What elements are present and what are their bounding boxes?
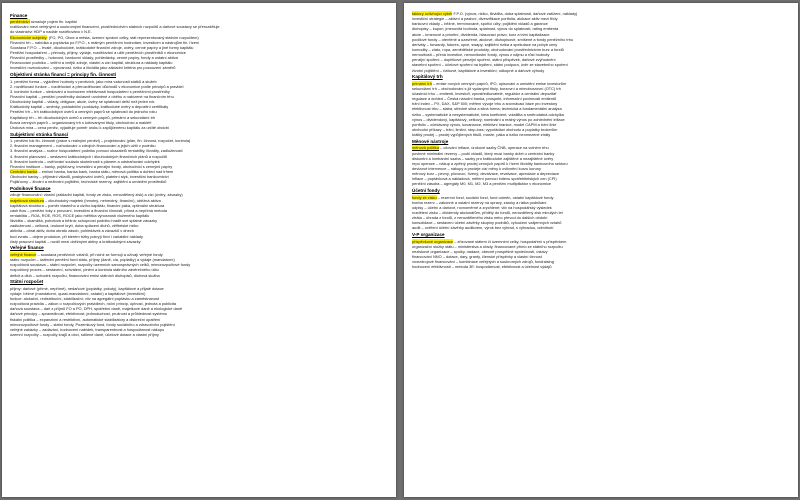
highlighted-term: měnová politika	[412, 145, 440, 151]
text-line: repo operace – nákup a zpětný prodej cenných papírů k řízení likvidity bankovního sektoru	[412, 160, 568, 166]
text-line: Soustava F.P.O. – trvalé, dlouhodobé, krátkodobé finanční zdroje, úvěry, cenné papíry a jiné formy kapitálu	[10, 44, 194, 50]
highlighted-term: Ekonomické subjekty	[10, 34, 47, 40]
text-line: neziskové organizace – spolky, nadace, obecně prospěšné společnosti, ústavy	[412, 249, 548, 254]
text-line: příspěvkové organizace – zřizované státem či územními celky, hospodaření s příspěvkem	[412, 238, 567, 244]
text-line: sekundární trh – obchodování s již vydanými tituly, burzovní a mimoburzovní (OTC) trh	[412, 85, 561, 91]
text-line: vícezdrojové financování – kombinace veřejných a soukromých zdrojů, fundraising	[412, 259, 554, 265]
text-line: diskontní a lombardní sazba – sazby pro krátkodobé zajištěné a nezajištěné úvěry	[412, 155, 554, 161]
text-line: devizové intervence – nákupy a prodeje cizí měny k ovlivnění kurzu koruny	[412, 165, 541, 171]
text-line: rozlišování mezi veřejnými a soukromými financemi, prostředníctvím státních rozpočtů a daňové soustavy se přerozděluje	[10, 24, 220, 30]
text-line: 3. kontrolní funkce – sledování a hodnocení efektivnosti hospodaření s peněžními prostředky	[10, 88, 170, 94]
text-line: Investiční rozhodování – výnosnost, riziko a likvidita jako základní kritéria pro posouzení záměrů	[10, 65, 176, 71]
text-line: nemovitosti – přímá investice, nemovitostní fondy, výnos z nájmu a růst hodnoty	[412, 52, 550, 58]
text-line: 2. rozdělovací funkce – rozdělování a přerozdělování důchodů v ekonomice podle principů a pravidel	[10, 83, 184, 89]
section-heading: Státní rozpočet	[10, 279, 44, 285]
section-heading: Účetní fondy	[412, 188, 440, 194]
highlighted-term: majetková struktura	[10, 197, 44, 203]
text-line: územní rozpočty – rozpočty krajů a obcí, sdílené daně, účelové dotace a vlastní příjmy	[10, 332, 159, 338]
highlighted-term: primární trh	[412, 80, 432, 86]
text-line: 1. peněžní forma – vyjádření hodnoty v penězích, jako míra vzácnosti statků a služeb	[10, 78, 157, 84]
text-line: povinné minimální rezervy – podíl vkladů, který musí banky držet u centrální banky	[412, 150, 555, 156]
text-line: odpisy – účetní a daňové, rovnoměrné a zrychlené; vliv na hospodářský výsledek	[412, 204, 552, 210]
text-line: stavební spoření – účelové spoření na bydlení, státní podpora, úvěr ze stavebního spoření	[412, 62, 568, 68]
text-line: Peněžní trh – trh krátkodobých úvěrů a cenných papírů se splatností do jednoho roku	[10, 109, 157, 115]
text-line: příjmy: daňové (přímé, nepřímé), nedaňové (poplatky, pokuty), kapitálové a přijaté dotace	[10, 285, 164, 291]
highlighted-term: fondy ze zisku	[412, 194, 437, 200]
text-line: 3. finanční analýza – rozbor hospodaření podniku pomocí ukazatelů rentability, likvidity, zadluženosti	[10, 148, 183, 154]
text-line: daňová soustava – daň z příjmů FO a PO, DPH, spotřební daně, majetkové daně a ekologické daně	[10, 306, 183, 312]
text-line: Peněžní hospodaření – převody, příjmy, výdaje, rozdělování a užití peněžních prostředků v ekonomice	[10, 49, 186, 55]
text-line: bankovní vklady – běžné, termínované, spořicí účty; pojištění vkladů a garance	[412, 21, 548, 27]
text-line: organizační složky státu – ministerstva a úřady, financované přímo ze státního rozpočtu	[412, 243, 563, 249]
text-line: podílové fondy – otevřené a uzavřené, akciové, dluhopisové, smíšené a fondy peněžního trhu	[412, 36, 574, 42]
section-heading: Finance	[10, 12, 28, 18]
page-right[interactable]	[404, 3, 798, 497]
text-line: 1. peněžní tok fin. činností (práce s reálnými penězi) – projektování (plán, fin. činnost, rozpočet, kontrola)	[10, 138, 191, 144]
text-line: Pojišťovny – životní a neživotní pojištění, technické rezervy, zajištění a umístění prostředků	[10, 179, 167, 185]
text-line: Financování podniku – vnitřní a vnější zdroje, vlastní a cizí kapitál, struktura a náklady kapitálu	[10, 60, 173, 66]
page-right-content	[404, 3, 798, 270]
text-line: primární trh – emise nových cenných papírů, IPO, upisování a umístění emise investorům	[412, 80, 567, 86]
text-line: komodity – zlato, ropa, zemědělské produkty; obchodování prostřednictvím burz a fondů	[412, 46, 564, 52]
text-line: Krátkodobý kapitál – směnky, pokladniční poukázky, krátkodobé úvěry a depozitní certifikáty	[10, 104, 169, 110]
section-heading: V-P organizace	[412, 232, 445, 238]
section-heading: Subjektivní stránka financí	[10, 131, 69, 137]
text-line: penzijní spoření – doplňkové penzijní spoření, státní příspěvek, daňové zvýhodnění	[412, 57, 556, 63]
text-line: 4. finanční plánování – sestavení krátkodobých i dlouhodobých finančních plánů a rozpočtů	[10, 153, 168, 159]
text-line: ztráta – úhrada z fondů, z nerozděleného zisku nebo převod do dalších období	[412, 215, 548, 221]
text-line: tržní index – PX, DAX, S&P 500; měření vývoje trhu a srovnávací báze pro investory	[412, 101, 558, 107]
text-line: audit – ověření účetní závěrky auditorem, výrok bez výhrad, s výhradou, odmítnutí	[412, 225, 554, 231]
text-line: investiční strategie – aktivní a pasivní, diverzifikace portfolia, alokace aktiv mezi třídy	[412, 16, 558, 22]
section-heading: Veřejné finance	[10, 245, 44, 251]
text-line: financování NNO – dotace, dary, granty, členské příspěvky a vlastní činnost	[412, 254, 542, 260]
text-line: obchodní příkazy – tržní, limitní, stop-loss; vypořádání obchodu a poplatky brokerům	[412, 127, 558, 133]
text-line: rozpočtový proces – sestavení, schválení, plnění a kontrola státního závěrečného účtu	[10, 267, 159, 273]
text-line: riziko – systematické a nesystematické, beta koeficient, volatilita a směrodatná odchylka	[412, 111, 564, 117]
text-line: bod zvratu – objem produkce, při kterém tržby pokryjí fixní i variabilní náklady	[10, 233, 143, 239]
text-line: dluhopisy – kupon, jmenovitá hodnota, splatnost, výnos do splatnosti, rating emitenta	[412, 26, 559, 32]
text-line: konsolidace – sestavení účetní závěrky skupiny podniků, vyloučení vzájemných vztahů	[412, 220, 562, 226]
text-line: efektivnost trhu – slabá, středně silná a silná forma; technická a fundamentální analýza	[412, 106, 562, 112]
text-line: daňové principy – spravedlnost, efektivnost, jednoduchost, pružnost a průhlednost systému	[10, 311, 168, 317]
text-line: účastníci trhu – emitenti, investoři, zprostředkovatelé, regulátor a centrální depozitář	[412, 91, 557, 97]
text-line: Centrální banka – emisní banka, banka bank, banka státu, měnová politika a dohled nad trhem	[10, 168, 174, 174]
text-line: výnos – dividendový, kapitálový, celkový; nominální a reálný výnos po zohlednění inflace	[412, 116, 565, 122]
text-line: Úroková míra – cena peněz, vyjadřuje poměr úroku k zapůjčenému kapitálu za určité období	[10, 124, 169, 130]
text-line: inflace – poptávková a nákladová, měření pomocí indexu spotřebitelských cen (CPI)	[412, 176, 557, 182]
highlighted-term: příspěvkové organizace	[412, 238, 454, 244]
text-line: měnová politika – cílování inflace, úrokové sazby ČNB, operace na volném trhu	[412, 145, 549, 151]
text-line: deriváty – forwardy, futures, opce, swapy; zajištění rizika a spekulace na pohyb ceny	[412, 41, 558, 47]
text-line: kapitálová struktura – poměr vlastního a cizího kapitálu, finanční páka, optimální struktura	[10, 202, 165, 208]
text-line: peněžní zásoba – agregáty M0, M1, M2, M3 a peněžní multiplikátor v ekonomice	[412, 181, 552, 187]
text-line: Obchodní banky – přijímání vkladů, poskytování úvěrů, platební styk, investiční bankovnictví	[10, 174, 169, 180]
section-heading: Měnové nástroje	[412, 138, 449, 144]
text-line: zdroje financování: vlastní (základní kapitál, fondy ze zisku, nerozdělený zisk) a cizí (úvěry, závazky)	[10, 192, 183, 198]
text-line: regulace a dohled – Česká národní banka, prospekt, informační povinnosti emitentů	[412, 96, 557, 102]
highlighted-term: peněžnictví	[10, 19, 30, 25]
highlighted-term: faktory ovlivňující výběr	[412, 11, 453, 16]
text-line: fiskální politika – expanzivní a restriktivní, automatické stabilizátory a diskreční opatření	[10, 316, 161, 322]
text-line: zadluženost – celková, úrokové krytí, doba splácení dluhů, věřitelské riziko	[10, 223, 139, 229]
text-line: krátký prodej – prodej vypůjčených titulů, marže, páka a riziko neomezené ztráty	[412, 132, 551, 138]
text-line: státní rozpočet – ústřední peněžní fond státu, příjmy (daně, cla, poplatky) a výdaje (mandatorní)	[10, 257, 175, 263]
text-line: Finanční prostředky – hotovost, bankovní vklady, pohledávky, cenné papíry, fondy a ostatní aktiva	[10, 55, 178, 61]
text-line: čistý pracovní kapitál – rozdíl mezi oběžnými aktivy a krátkodobými závazky	[10, 238, 141, 244]
page-left[interactable]	[2, 3, 396, 497]
text-line: rozpočtová soustava – státní rozpočet, rozpočty územních samosprávných celků, mimorozpočtové fondy	[10, 262, 191, 268]
text-line: rozdělení zisku – dividendy akcionářům, příděly do fondů, nerozdělený zisk minulých let	[412, 210, 563, 216]
text-line: Finanční trh – nabídka a poptávka po F.P.O., s reálným peněžním hodnotám, investicím a nástrojům fin. řízení	[10, 39, 200, 45]
text-line: mimorozpočtové fondy – státní fondy, Pozemkový fond, fondy sociálního a zdravotního pojištění	[10, 321, 175, 327]
text-line: deficit a dluh – schodek rozpočtu, financování emisí státních dluhopisů, dluhová služba	[10, 272, 160, 278]
text-line: výdaje: běžné (mandatorní, quasi-mandatorní, ostatní) a kapitálové (investiční)	[10, 290, 146, 296]
text-line: majetková struktura – dlouhodobý majetek (hmotný, nehmotný, finanční), oběžná aktiva	[10, 197, 161, 203]
text-line: měnový kurz – pevný, plovoucí, řízený; devalvace, revalvace, apreciace a depreciace	[412, 171, 560, 177]
text-line: likvidita – okamžitá, pohotová a běžná; schopnost podniku hradit své splatné závazky	[10, 218, 158, 224]
highlighted-term: veřejné finance	[10, 251, 37, 257]
text-line: Kapitálový trh – trh dlouhodobých úvěrů a cenných papírů, primární a sekundární trh	[10, 114, 156, 120]
text-line: Burza cenných papírů – organizovaný trh s kótovanými tituly, obchodníci a makléři	[10, 119, 152, 125]
text-line: 2. finanční management – rozhodování o zdrojích financování a jejich užití v podniku	[10, 143, 156, 149]
text-line: faktory ovlivňující výběr F.P.O. (výnos, riziko, likvidita, doba splatnosti, daňové zatížení, náklady)	[412, 11, 578, 16]
text-line: tvorba rezerv – zákonné a ostatní rezervy na opravy, záruky a rizika podnikání	[412, 199, 547, 205]
highlighted-term: Centrální banka	[10, 168, 38, 174]
text-line: funkce: alokační, redistribuční, stabilizační; vliv na agregátní poptávku a zaměstnanost	[10, 296, 160, 302]
text-line: Ekonomické subjekty: (FO, PO, Obce a města, územní správní celky, stát reprezentovaný státním rozpočtem)	[10, 34, 199, 40]
text-line: Dlouhodobý kapitál – vklady, obligace, akcie, úvěry se splatností delší než jeden rok	[10, 99, 155, 105]
text-line: životní pojištění – rizikové, kapitálové a investiční; odkupné a daňové výhody	[412, 67, 545, 73]
section-heading: Kapitálový trh	[412, 74, 443, 80]
section-heading: Objektivní stránka financí = principy fin. činností	[10, 72, 117, 77]
text-line: fondy ze zisku – rezervní fond, sociální fond, fond odměn, ostatní kapitálové fondy	[412, 194, 554, 200]
text-line: portfolio – očekávaný výnos, kovariance, efektivní hranice, model CAPM a tržní linie	[412, 121, 557, 127]
text-line: aktivita – obrat aktiv, doba obratu zásob, pohledávek a závazků v dnech	[10, 228, 134, 234]
page-left-content	[2, 3, 396, 337]
text-line: cash flow – peněžní toky z provozní, investiční a finanční činnosti, přímá a nepřímá metoda	[10, 207, 168, 213]
text-line: 5. finanční kontrola – ověřování souladu skutečnosti s plánem a odstraňování odchylek	[10, 158, 160, 164]
text-line: do vlastnictví HDP a nadále rozdělováno v N.E.	[10, 29, 92, 35]
text-line: akcie – kmenové a prioritní, dividenda, hlasovací právo, kurz a tržní kapitalizace	[412, 31, 550, 37]
text-line: rozpočtová pravidla – zákon o rozpočtových pravidlech, roční princip, úplnost, jednota a publicita	[10, 301, 177, 307]
text-line: Finanční instituce – banky, pojišťovny, investiční a penzijní fondy, obchodníci s cennými papíry	[10, 163, 173, 169]
text-line: rentabilita – ROA, ROE, ROS, ROCE jako měřítka výnosnosti vloženého kapitálu	[10, 213, 150, 219]
text-line: veřejné finance – soustava peněžních vztahů, při nichž se formují a užívají veřejné fondy	[10, 251, 163, 257]
section-heading: Podnikové finance	[10, 185, 51, 191]
text-line: hodnocení efektivnosti – metoda 3E: hospodárnost, efektivnost a účelnost výdajů	[412, 264, 552, 270]
text-line: peněžnictví označuje pojem fin. kapitál	[10, 19, 77, 25]
text-line: veřejné zakázky – zadávání, hodnocení nabídek, transparentnost a hospodárnost nákupu	[10, 326, 165, 332]
text-line: Finanční kapitál – peněžní prostředky dočasně uvolněné z oběhu a nabízené na finančním trhu	[10, 94, 174, 100]
